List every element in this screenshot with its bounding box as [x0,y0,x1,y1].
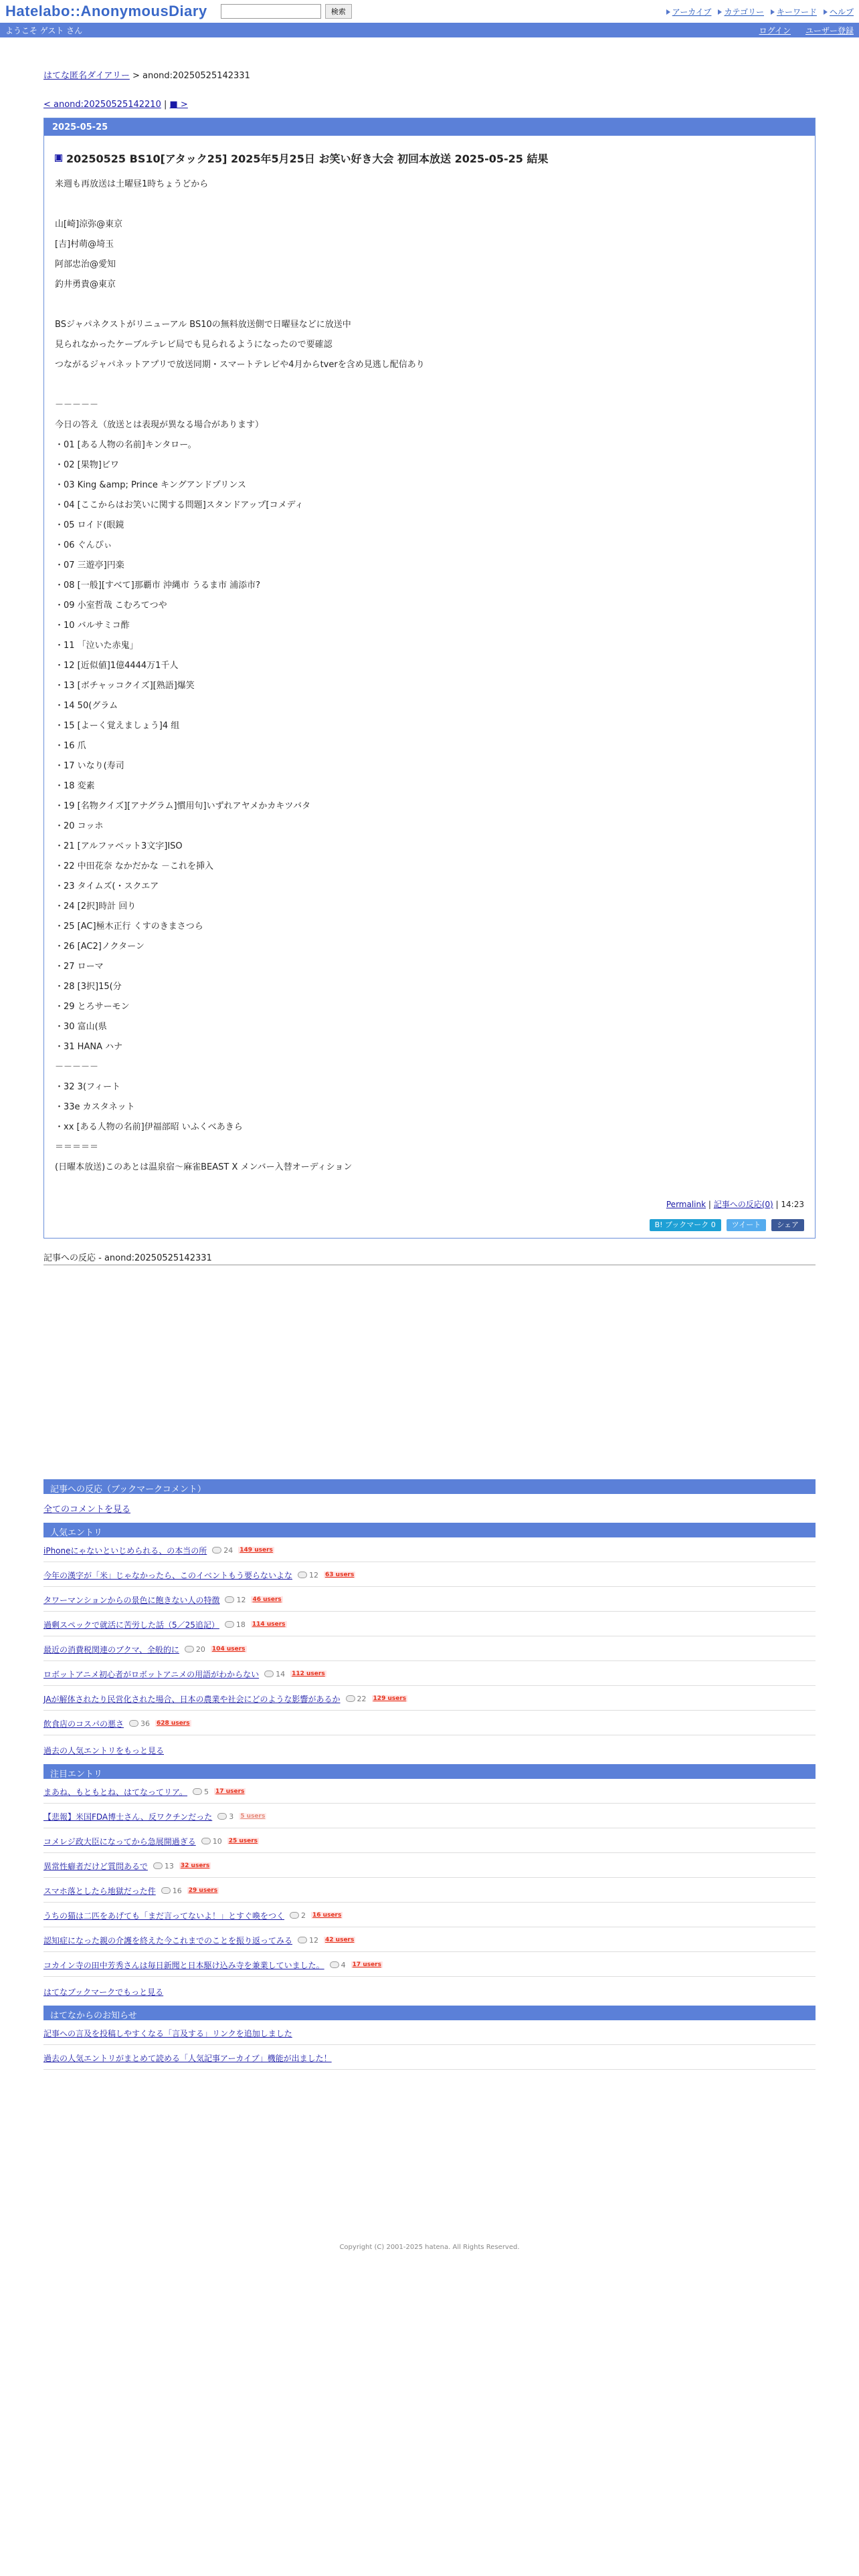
share-buttons [55,1219,804,1231]
comment-count-number: 36 [140,1719,151,1728]
list-item [43,1828,816,1853]
comment-count[interactable] [298,1936,318,1945]
list-item [43,1636,816,1661]
prev-entry-link[interactable]: < anond:20250525142210 [43,100,161,110]
entry-link[interactable]: コメレジ政大臣になってから急展開過ぎる [43,1836,196,1846]
entry-body-line [55,198,804,211]
comment-count-number: 12 [309,1570,319,1580]
top-header [0,0,859,23]
entry-link[interactable]: 今年の漢字が「米」じゃなかったら、このイベントもう要らないよな [43,1570,293,1580]
entry-link[interactable]: スマホ落としたら地獄だった件 [43,1886,156,1896]
notice-link[interactable]: 過去の人気エントリがまとめて読める「人気記事アーカイブ」機能が出ました！ [43,2053,332,2063]
entry-body-line: 今日の答え（放送とは表現が異なる場合があります） [55,420,264,430]
entry [44,136,815,1238]
list-item [43,1903,816,1927]
login-link[interactable]: ログイン [759,25,791,35]
site-logo[interactable]: Hatelabo::AnonymousDiary [5,3,207,19]
entry-body-line: ・33e カスタネット [55,1102,135,1112]
comment-bubble-icon [225,1621,234,1628]
entry-link[interactable]: ロボットアニメ初心者がロボットアニメの用語がわからない [43,1669,260,1679]
breadcrumb-home[interactable]: はてな匿名ダイアリー [43,71,130,81]
reaction-title: 記事への反応 - anond:20250525142331 [43,1251,816,1265]
popular-entries-list [43,1537,816,1735]
entry-body-line [55,298,804,312]
entry-body-line: ・02 [果物]ビワ [55,460,119,470]
comment-count-number: 12 [309,1935,319,1945]
entry-body-line: －－－－－ [55,400,99,410]
comment-count-number: 22 [357,1694,367,1703]
entry-body-line: 山[崎]涼弥@東京 [55,219,123,229]
bookmark-users-badge[interactable]: 42 users [325,1937,355,1943]
list-item [43,1711,816,1735]
comment-count-number: 4 [341,1960,346,1969]
bookmark-users-badge[interactable]: 114 users [252,1621,286,1628]
entry-body-line: ・27 ローマ [55,962,104,972]
comment-bubble-icon [298,1572,307,1578]
category-link[interactable]: カテゴリー [724,7,764,17]
welcome-bar [0,23,859,37]
arrow-icon [666,9,670,15]
comment-count-number: 5 [204,1787,209,1796]
comment-count[interactable] [290,1911,306,1920]
entry-body-line: ・05 ロイド(眼鏡 [55,520,124,530]
search-button[interactable]: 検索 [325,4,352,19]
notices-head: はてなからのお知らせ [43,2006,816,2020]
comment-count[interactable] [264,1670,285,1679]
comment-count-number: 24 [223,1545,233,1555]
entry-body-line: ・22 中田花奈 なかだかな －これを挿入 [55,861,213,871]
comment-count[interactable] [193,1788,209,1796]
entry-body-line: ・19 [名物クイズ][アナグラム]慣用句]いずれアヤメかカキツバタ [55,801,311,811]
entry-body-line [55,379,804,392]
entry-link[interactable]: iPhoneにゃないといじめられる、の本当の所 [43,1545,207,1555]
comment-count-number: 20 [195,1644,205,1654]
keyword-link[interactable]: キーワード [776,7,817,17]
entry-body-line: ・12 [近似値]1億4444万1千人 [55,661,179,671]
entry-body-line: ・10 バルサミコ酢 [55,621,130,631]
bookmark-users-badge[interactable]: 29 users [188,1887,218,1894]
welcome-text: ようこそ ゲスト さん [5,25,83,35]
search-input[interactable] [221,4,321,19]
comment-count-number: 12 [236,1595,246,1604]
comment-bubble-icon [217,1813,227,1820]
comment-count-number: 3 [229,1812,234,1821]
entry-body-line: ・09 小室哲哉 こむろてつや [55,601,167,611]
entry-body-line: BSジャパネクストがリニューアル BS10の無料放送側で日曜昼などに放送中 [55,320,351,330]
entry-body-line: ・28 [3択]15(分 [55,982,122,992]
comment-count-number: 14 [276,1669,286,1679]
main-content [0,68,859,2251]
bookmark-users-badge[interactable]: 63 users [325,1572,355,1578]
list-item [43,1537,816,1562]
entry-body-line: ・14 50(グラム [55,701,118,711]
comment-bubble-icon [129,1720,138,1727]
entry-body-line: ・32 3(フィート [55,1082,120,1092]
comment-count[interactable] [153,1862,174,1870]
entry-link[interactable]: コカイン寺の田中芳秀さんは毎日新聞と日本駆け込み寺を兼業していました。 [43,1960,324,1970]
entry-link[interactable]: まあね、もともとね、はてなってリア。 [43,1787,188,1797]
comment-count-number: 13 [164,1861,174,1870]
entry-body-line: ・08 [一般][すべて]那覇市 沖縄市 うるま市 浦添市? [55,580,260,591]
comment-bubble-icon [212,1547,221,1553]
entry-link[interactable]: 【悲報】米国FDA博士さん、反ワクチンだった [43,1812,213,1822]
entry-body-line: ・16 爪 [55,741,86,751]
day-box [43,118,816,1239]
list-item [43,1952,816,1977]
entry-body-line: ・29 とろサーモン [55,1002,130,1012]
entry-body-line: ・04 [ここからはお笑いに関する問題]スタンドアップ[コメディ [55,500,304,510]
permalink-link[interactable]: Permalink [666,1200,706,1209]
comment-count[interactable] [201,1837,222,1846]
entry-body-line: 見られなかったケーブルテレビ局でも見られるようになったので要確認 [55,340,332,350]
entry-body-line: ・21 [アルファベット3文字]ISO [55,841,183,851]
entry-body-line: 阿部忠治@愛知 [55,259,116,270]
day-date: 2025-05-25 [44,118,815,136]
bookmark-users-badge[interactable]: 17 users [215,1788,245,1795]
bookmark-users-badge[interactable]: 46 users [252,1596,282,1603]
next-entry-link[interactable]: ■ > [169,100,188,110]
comment-bubble-icon [264,1671,274,1677]
entry-link[interactable]: 異常性癖者だけど質問あるで [43,1861,148,1871]
bookmark-users-badge[interactable]: 5 users [240,1813,266,1820]
archive-link[interactable]: アーカイブ [672,7,712,17]
bookmark-users-badge[interactable]: 129 users [373,1695,407,1702]
entry-time: | 14:23 [773,1200,804,1209]
list-item [43,1779,816,1804]
comment-count[interactable] [212,1546,233,1555]
entry-body-line: ・20 コッホ [55,821,104,831]
bookmark-users-badge[interactable]: 17 users [352,1961,381,1968]
arrow-icon [771,9,775,15]
list-item [43,1804,816,1828]
list-item [43,1587,816,1612]
entry-link[interactable]: 認知症になった親の介護を終えた今これまでのことを振り返ってみる [43,1935,293,1945]
entry-body-line: ・26 [AC2]ノクターン [55,942,145,952]
hatena-bookmark-button[interactable]: B! ブックマーク 0 [650,1219,721,1231]
bookmark-comments-head: 記事への反応（ブックマークコメント） [43,1479,816,1494]
comment-bubble-icon [201,1838,211,1844]
more-popular-link[interactable]: 過去の人気エントリをもっと見る [43,1746,165,1755]
entry-body-line: ・31 HANA ハナ [55,1042,123,1052]
entry-body [55,178,804,1174]
comment-count[interactable] [161,1887,182,1895]
entry-title [55,150,804,166]
entry-body-line: (日曜本放送)このあとは温泉宿～麻雀BEAST X メンバー入替オーディション [55,1162,353,1172]
comment-count-number: 10 [212,1836,222,1846]
entry-body-line: ・15 [よーく覚えましょう]4 组 [55,721,180,731]
entry-body-line: －－－－－ [55,1062,99,1072]
notice-item [43,2020,816,2045]
entry-body-line: ・11 「泣いた赤鬼」 [55,641,138,651]
comment-bubble-icon [161,1887,171,1894]
more-featured-link[interactable]: はてなブックマークでもっと見る [43,1988,164,1997]
comment-count[interactable] [185,1645,205,1654]
comment-count[interactable] [330,1961,346,1969]
list-item [43,1686,816,1711]
register-link[interactable]: ユーザー登録 [805,25,854,35]
arrow-icon [824,9,828,15]
entry-body-line: ・24 [2択]時計 回り [55,901,136,911]
featured-entries-head: 注目エントリ [43,1764,816,1779]
bookmark-users-badge[interactable]: 149 users [240,1547,273,1553]
entry-link[interactable]: 飲食店のコスパの悪さ [43,1719,124,1729]
list-item [43,1878,816,1903]
comment-bubble-icon [225,1596,234,1603]
entry-link[interactable]: JAが解体されたり民営化された場合、日本の農業や社会にどのような影響があるか [43,1694,341,1704]
entry-body-line: ・23 タイムズ(・スクエア [55,881,159,891]
comment-count[interactable] [225,1596,246,1604]
entry-body-line: ・17 いなり(寿司 [55,761,124,771]
entry-footer [55,1198,804,1210]
help-link[interactable]: ヘルプ [829,7,854,17]
comment-count[interactable] [225,1620,246,1629]
breadcrumb-current: anond:20250525142331 [142,71,250,81]
entry-link[interactable]: 最近の消費税関連のブクマ、全般的に [43,1644,179,1654]
entry-link[interactable]: タワーマンションからの景色に飽きない人の特徴 [43,1595,220,1605]
reactions-link[interactable]: 記事への反応(0) [713,1200,773,1209]
popular-entries-head: 人気エントリ [43,1523,816,1537]
entry-body-line: 釣井勇貴@東京 [55,280,116,290]
bookmark-users-badge[interactable]: 628 users [157,1720,190,1727]
entry-body-line: ・01 [ある人物の名前]キンタロー。 [55,440,197,450]
nav-separator: | [161,100,170,110]
reaction-area [43,1265,816,1466]
bookmark-users-badge[interactable]: 25 users [228,1838,258,1844]
comment-bubble-icon [298,1937,307,1943]
entry-body-line: ・03 King &amp; Prince キングアンドプリンス [55,480,246,490]
comment-bubble-icon [330,1961,339,1968]
comment-bubble-icon [153,1862,163,1869]
bookmark-users-badge[interactable]: 104 users [211,1646,246,1652]
comment-count[interactable] [346,1695,367,1703]
comment-bubble-icon [185,1646,194,1652]
bookmark-users-badge[interactable]: 16 users [312,1912,342,1919]
entry-body-line: ・18 変素 [55,781,95,791]
breadcrumb-separator: > [129,71,143,81]
comment-count-number: 2 [301,1911,306,1920]
arrow-icon [718,9,722,15]
bookmark-users-badge[interactable]: 32 users [180,1862,210,1869]
permalink-square-icon[interactable]: ■ [56,154,62,161]
list-item [43,1853,816,1878]
copyright: Copyright (C) 2001-2025 hatena. All Rights Reserved. [339,2244,520,2251]
comment-count-number: 18 [235,1620,246,1629]
entry-title-text: 20250525 BS10[アタック25] 2025年5月25日 お笑い好き大会 初回本放送 2025-05-25 結果 [66,152,549,165]
entry-link[interactable]: 過剰スペックで就活に苦労した話（5／25追記） [43,1620,219,1630]
comment-bubble-icon [193,1788,202,1795]
breadcrumb [43,68,816,81]
featured-entries-list [43,1779,816,1977]
all-comments-link[interactable]: 全てのコメントを見る [43,1505,131,1515]
comment-count[interactable] [129,1719,150,1728]
prev-next-nav [43,100,816,110]
list-item [43,1661,816,1686]
facebook-share-button[interactable]: シェア [771,1219,804,1231]
comment-bubble-icon [346,1695,355,1702]
list-item [43,1612,816,1636]
entry-link[interactable]: うちの猫は二匹をあげても「まだ言ってないよ！」とすぐ喚をつく [43,1911,285,1921]
top-links [666,6,854,17]
comment-count-number: 16 [172,1886,182,1895]
list-item [43,1562,816,1587]
entry-body-line: ・25 [AC]極木正行 くすのきまさつら [55,922,203,932]
tweet-button[interactable]: ツイート [727,1219,766,1231]
entry-body-line: ・13 [ボチャッコクイズ][熟語]爆笑 [55,681,195,691]
entry-body-line: ・06 ぐんぴぃ [55,540,112,550]
entry-body-line: ・xx [ある人物の名前]伊福部昭 いふくべあきら [55,1122,243,1132]
entry-body-line: [吉]村萌@埼玉 [55,239,114,249]
comment-count[interactable] [298,1571,318,1580]
comment-bubble-icon [290,1912,299,1919]
entry-body-line: ・30 富山(県 [55,1022,107,1032]
entry-body-line: ＝＝＝＝＝ [55,1142,99,1152]
notice-link[interactable]: 記事への言及を投稿しやすくなる「言及する」リンクを追加しました [43,2028,292,2038]
notices-list [43,2020,816,2070]
footer-separator: | [706,1200,714,1209]
list-item [43,1927,816,1952]
entry-body-line: つながるジャパネットアプリで放送同期・スマートテレビや4月からtverを含め見逃し配信あり [55,360,425,370]
entry-body-line: 来週も再放送は土曜昼1時ちょうどから [55,179,209,189]
comment-count[interactable] [217,1812,233,1821]
entry-body-line: ・07 三遊亭]円楽 [55,560,124,570]
notice-item [43,2045,816,2070]
bookmark-users-badge[interactable]: 112 users [292,1671,325,1677]
